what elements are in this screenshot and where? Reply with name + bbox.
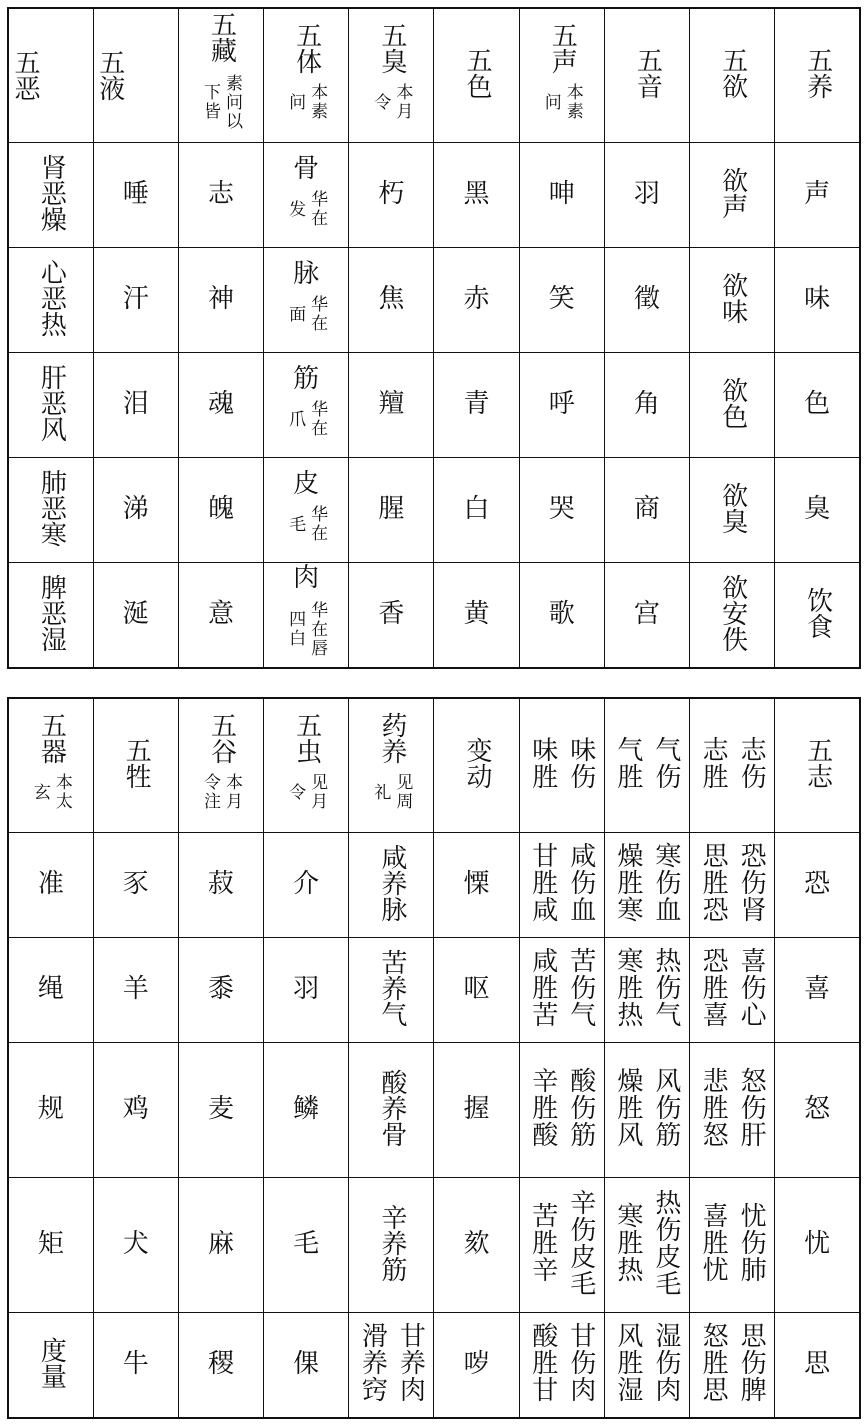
t1-r3-c0: 肺恶寒 xyxy=(36,468,67,547)
t1-r0-c1: 唾 xyxy=(122,179,149,209)
t1-r4-c9: 饮食 xyxy=(802,586,833,639)
t1-r2-c1: 泪 xyxy=(122,389,149,419)
t2-h4-main: 药养 xyxy=(376,712,407,765)
t2-r0-c3: 介 xyxy=(293,869,320,899)
t2-r1-c8: 喜伤心恐胜喜 xyxy=(698,947,767,1028)
t2-r4-c1: 牛 xyxy=(122,1349,149,1380)
t2-r1-c1: 羊 xyxy=(122,974,149,1004)
t1-h3-note: 本素问 xyxy=(285,83,328,122)
t2-h3-main: 五虫 xyxy=(291,712,322,765)
t2-r4-c2: 稷 xyxy=(207,1349,234,1380)
t2-h5-main: 变动 xyxy=(462,737,493,790)
t2-r0-c0: 准 xyxy=(37,869,64,899)
t1-r0-c3: 骨 xyxy=(293,154,320,184)
table-2-row xyxy=(8,1177,860,1312)
t1-r4-c6: 歌 xyxy=(548,599,575,630)
t1-r4-c8: 欲安佚 xyxy=(717,573,748,652)
t2-r4-c5: 哕 xyxy=(463,1349,490,1380)
t2-r1-c3: 羽 xyxy=(293,974,320,1004)
t1-h8 xyxy=(690,8,775,142)
t1-r1-c8: 欲味 xyxy=(717,271,748,324)
t2-r1-c7: 热伤气寒胜热 xyxy=(612,947,681,1028)
t1-r2-c9: 色 xyxy=(804,389,831,419)
t1-r2-c4: 羶 xyxy=(378,389,405,419)
t2-r1-c6: 苦伤气咸胜苦 xyxy=(527,947,596,1028)
t2-r0-c9: 恐 xyxy=(804,869,831,899)
t2-r3-c2: 麻 xyxy=(207,1229,234,1259)
t1-h1-main: 五液 xyxy=(94,49,125,102)
t2-r3-c5: 欬 xyxy=(463,1229,490,1259)
t2-r1-c2: 黍 xyxy=(207,974,234,1004)
t1-r1-c6: 笑 xyxy=(548,284,575,314)
t2-r4-c3: 倮 xyxy=(293,1349,320,1380)
t2-h1-main: 五牲 xyxy=(121,737,152,790)
t1-r2-c3-note: 华在爪 xyxy=(285,400,328,438)
t1-r4-c3-note: 华在唇四白 xyxy=(285,600,328,658)
t1-r0-c2: 志 xyxy=(207,179,234,209)
t2-h2-main: 五谷 xyxy=(206,712,237,765)
t1-r0-c5: 黑 xyxy=(463,179,490,209)
t1-h2-main: 五藏 xyxy=(206,11,237,64)
t1-h0-main: 五恶 xyxy=(10,49,40,102)
t1-r1-c0: 心恶热 xyxy=(36,258,67,337)
t2-r2-c4: 酸养骨 xyxy=(376,1068,407,1147)
t1-r1-c1: 汗 xyxy=(122,284,149,314)
t1-r4-c1: 涎 xyxy=(122,599,149,630)
t1-r0-c7: 羽 xyxy=(633,179,660,209)
t1-h0 xyxy=(8,8,93,142)
table-1-row xyxy=(8,142,860,247)
t1-h6-main: 五声 xyxy=(547,22,578,75)
t2-r4-c7: 湿伤肉风胜湿 xyxy=(612,1322,681,1404)
t1-r2-c3: 筋 xyxy=(293,364,320,394)
t2-r3-c9: 忧 xyxy=(804,1229,831,1259)
t2-r3-c8: 忧伤肺喜胜忧 xyxy=(698,1202,767,1283)
t2-r1-c9: 喜 xyxy=(804,974,831,1004)
t2-r0-c2: 菽 xyxy=(207,869,234,899)
t2-r3-c1: 犬 xyxy=(122,1229,149,1259)
t2-r0-c4: 咸养脉 xyxy=(376,843,407,922)
t1-r4-c4: 香 xyxy=(378,599,405,630)
table-2-header xyxy=(8,698,860,832)
t2-h7-main: 气伤气胜 xyxy=(612,736,681,791)
t2-h9-main: 五志 xyxy=(802,737,833,790)
t1-h7 xyxy=(604,8,689,142)
t1-r0-c8: 欲声 xyxy=(717,166,748,219)
t1-r3-c1: 涕 xyxy=(122,494,149,524)
t2-r2-c7: 风伤筋燥胜风 xyxy=(612,1067,681,1148)
table-2-row xyxy=(8,832,860,937)
t1-r3-c3-note: 华在毛 xyxy=(285,505,328,543)
t2-r2-c3: 鳞 xyxy=(293,1094,320,1124)
t1-h5-main: 五色 xyxy=(462,47,493,100)
t1-r0-c3-note: 华在发 xyxy=(285,190,328,228)
t2-h0-main: 五器 xyxy=(36,712,67,765)
table-2-row xyxy=(8,1312,860,1418)
t1-r4-c5: 黄 xyxy=(463,599,490,630)
t1-r1-c3-note: 华在面 xyxy=(285,295,328,333)
t2-r2-c8: 怒伤肝悲胜怒 xyxy=(698,1067,767,1148)
t1-r3-c9: 臭 xyxy=(804,494,831,524)
t1-r3-c6: 哭 xyxy=(548,494,575,524)
t1-r0-c6: 呻 xyxy=(548,179,575,209)
t1-r1-c2: 神 xyxy=(207,284,234,314)
t1-r2-c6: 呼 xyxy=(548,389,575,419)
table-2-row xyxy=(8,937,860,1042)
t1-r0-c4: 朽 xyxy=(378,179,405,209)
t1-r2-c8: 欲色 xyxy=(717,376,748,429)
table-1-row xyxy=(8,247,860,352)
t2-r3-c6: 辛伤皮毛苦胜辛 xyxy=(527,1188,596,1297)
t1-r4-c3: 肉 xyxy=(293,563,320,594)
t2-r2-c9: 怒 xyxy=(804,1094,831,1124)
t2-h8-main: 志伤志胜 xyxy=(698,736,767,791)
t1-h9-main: 五养 xyxy=(802,47,833,100)
t1-r2-c7: 角 xyxy=(633,389,660,419)
t2-r1-c0: 绳 xyxy=(37,974,64,1004)
table-1-header xyxy=(8,8,860,142)
t1-r3-c4: 腥 xyxy=(378,494,405,524)
t1-h7-main: 五音 xyxy=(632,47,663,100)
t1-h3-main: 五体 xyxy=(291,22,322,75)
t2-h3-note: 见月令 xyxy=(285,773,328,812)
t1-h2-note: 素问以下皆 xyxy=(199,73,242,131)
t1-h4-main: 五臭 xyxy=(376,22,407,75)
t1-h1 xyxy=(93,8,178,142)
t2-r1-c5: 呕 xyxy=(463,974,490,1004)
t1-h4-note: 本月令 xyxy=(370,83,413,122)
t2-r1-c4: 苦养气 xyxy=(376,948,407,1027)
t1-r3-c2: 魄 xyxy=(207,494,234,524)
table-five-phases-1 xyxy=(7,7,861,669)
t1-r3-c3: 皮 xyxy=(293,469,320,499)
t1-r4-c0: 脾恶湿 xyxy=(36,573,67,652)
t2-r0-c6: 咸伤血甘胜咸 xyxy=(527,842,596,923)
t1-r2-c5: 青 xyxy=(463,389,490,419)
t2-r4-c0: 度量 xyxy=(36,1336,67,1389)
table-1-row xyxy=(8,562,860,668)
t2-r2-c0: 规 xyxy=(37,1094,64,1124)
t2-r0-c8: 恐伤肾思胜恐 xyxy=(698,842,767,923)
t1-r2-c2: 魂 xyxy=(207,389,234,419)
t1-h4 xyxy=(349,8,434,142)
t2-r2-c6: 酸伤筋辛胜酸 xyxy=(527,1067,596,1148)
t2-r4-c9: 思 xyxy=(804,1349,831,1380)
t1-r0-c0: 肾恶燥 xyxy=(36,153,67,232)
t1-r1-c4: 焦 xyxy=(378,284,405,314)
t1-r1-c3: 脉 xyxy=(293,259,320,289)
t1-h6-note: 本素问 xyxy=(540,83,583,122)
t1-r2-c0: 肝恶风 xyxy=(36,363,67,442)
t1-r4-c2: 意 xyxy=(207,599,234,630)
t1-h5 xyxy=(434,8,519,142)
t2-h4-note: 见周礼 xyxy=(370,773,413,812)
t1-r1-c5: 赤 xyxy=(463,284,490,314)
t1-r3-c7: 商 xyxy=(633,494,660,524)
t2-r2-c2: 麦 xyxy=(207,1094,234,1124)
t1-h9 xyxy=(775,8,860,142)
t1-r3-c8: 欲臭 xyxy=(717,481,748,534)
table-1-row xyxy=(8,352,860,457)
t2-r0-c1: 豕 xyxy=(122,869,149,899)
t2-h0-note: 本太玄 xyxy=(29,773,72,812)
t1-r3-c5: 白 xyxy=(463,494,490,524)
t2-r0-c7: 寒伤血燥胜寒 xyxy=(612,842,681,923)
t2-h6-main: 味伤味胜 xyxy=(527,736,596,791)
t2-r2-c5: 握 xyxy=(463,1094,490,1124)
t2-r3-c0: 矩 xyxy=(37,1229,64,1259)
t1-h6 xyxy=(519,8,604,142)
t1-r0-c9: 声 xyxy=(804,179,831,209)
t2-r3-c7: 热伤皮毛寒胜热 xyxy=(612,1188,681,1297)
t1-r1-c9: 味 xyxy=(804,284,831,314)
table-five-phases-2 xyxy=(7,697,861,1419)
t2-r2-c1: 鸡 xyxy=(122,1094,149,1124)
t2-r4-c8: 思伤脾怒胜思 xyxy=(698,1322,767,1404)
table-2-row xyxy=(8,1042,860,1177)
t1-r1-c7: 徵 xyxy=(633,284,660,314)
table-1-row xyxy=(8,457,860,562)
t2-h2-note: 本月令注 xyxy=(199,773,242,812)
t2-r4-c4: 甘养肉滑养窍 xyxy=(357,1322,426,1404)
t2-r0-c5: 慄 xyxy=(463,869,490,899)
t2-r3-c4: 辛养筋 xyxy=(376,1203,407,1282)
t1-r4-c7: 宫 xyxy=(633,599,660,630)
t2-r4-c6: 甘伤肉酸胜甘 xyxy=(527,1322,596,1404)
t2-r3-c3: 毛 xyxy=(293,1229,320,1259)
t1-h3 xyxy=(264,8,349,142)
t1-h2 xyxy=(178,8,263,142)
t1-h8-main: 五欲 xyxy=(717,47,748,100)
